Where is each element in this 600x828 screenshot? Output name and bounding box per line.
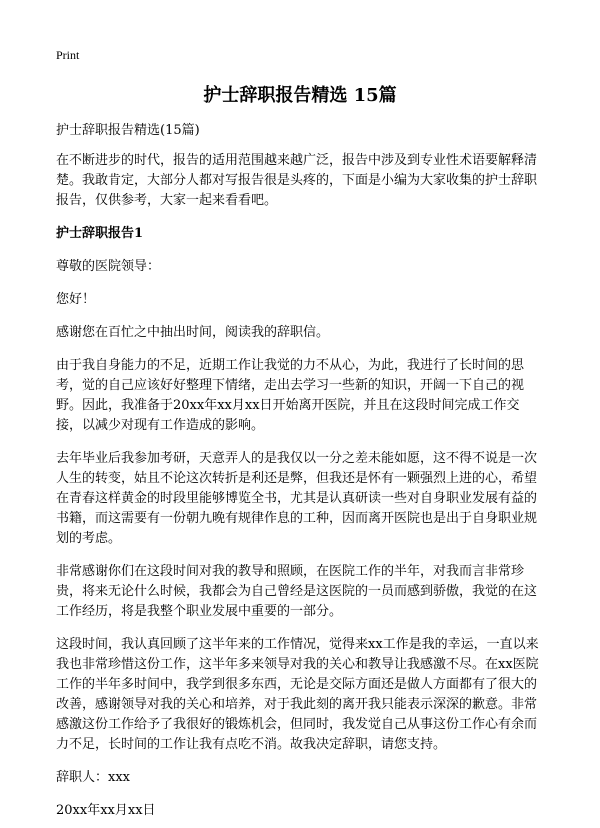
signature: 辞职人：xxx — [56, 770, 130, 785]
body-paragraph: 由于我自身能力的不足，近期工作让我觉的力不从心，为此，我进行了长时间的思考，觉的自己应该好好整理下情绪，走出去学习一些新的知识，开阔一下自己的视野。因此，我准备于20xx年xx月xx日开始离开医院，并且在这段时间完成工作交接，以减少对现有工作造成的影响。 — [56, 358, 525, 433]
section-heading: 护士辞职报告1 — [56, 226, 144, 241]
document-subtitle: 护士辞职报告精选(15篇) — [56, 123, 200, 138]
salutation: 尊敬的医院领导： — [56, 259, 161, 274]
date: 20xx年xx月xx日 — [56, 803, 156, 818]
body-paragraph: 非常感谢你们在这段时间对我的教导和照顾，在医院工作的半年，对我而言非常珍贵，将来无论什么时候，我都会为自己曾经是这医院的一员而感到骄傲，我觉的在这工作经历，将是我整个职业发展中重要的一部分。 — [56, 564, 538, 619]
print-link[interactable]: Print — [56, 48, 80, 62]
greeting: 您好！ — [56, 292, 96, 307]
body-paragraph: 这段时间，我认真回顾了这半年来的工作情况，觉得来xx工作是我的幸运，一直以来我也非常珍惜这份工作，这半年多来领导对我的关心和教导让我感激不尽。在xx医院工作的半年多时间中，我学到很多东西，无论是交际方面还是做人方面都有了很大的改善，感谢领导对我的关心和培养，对于我此刻的离开我只能表示深深的歉意。非常感激这份工作给予了我很好的锻炼机会，但同时，我发觉自己从事这份工作心有余而力不足，长时间的工作让我有点吃不消。故我决定辞职，请您支持。 — [56, 637, 539, 752]
body-paragraph: 感谢您在百忙之中抽出时间，阅读我的辞职信。 — [56, 325, 330, 340]
body-paragraph: 去年毕业后我参加考研，天意弄人的是我仅以一分之差未能如愿，这不得不说是一次人生的转变，姑且不论这次转折是利还是弊，但我还是怀有一颗强烈上进的心，希望在青春这样黄金的时段里能够博览全书，尤其是认真研读一些对自身职业发展有益的书籍，而这需要有一份朝九晚有规律作息的工种，因而离开医院也是出于自身职业规划的考虑。 — [56, 451, 538, 546]
intro-paragraph: 在不断进步的时代，报告的适用范围越来越广泛，报告中涉及到专业性术语要解释清楚。我敢肯定，大部分人都对写报告很是头疼的，下面是小编为大家收集的护士辞职报告，仅供参考，大家一起来看看吧。 — [56, 153, 538, 208]
document-title: 护士辞职报告精选 15篇 — [203, 85, 397, 106]
